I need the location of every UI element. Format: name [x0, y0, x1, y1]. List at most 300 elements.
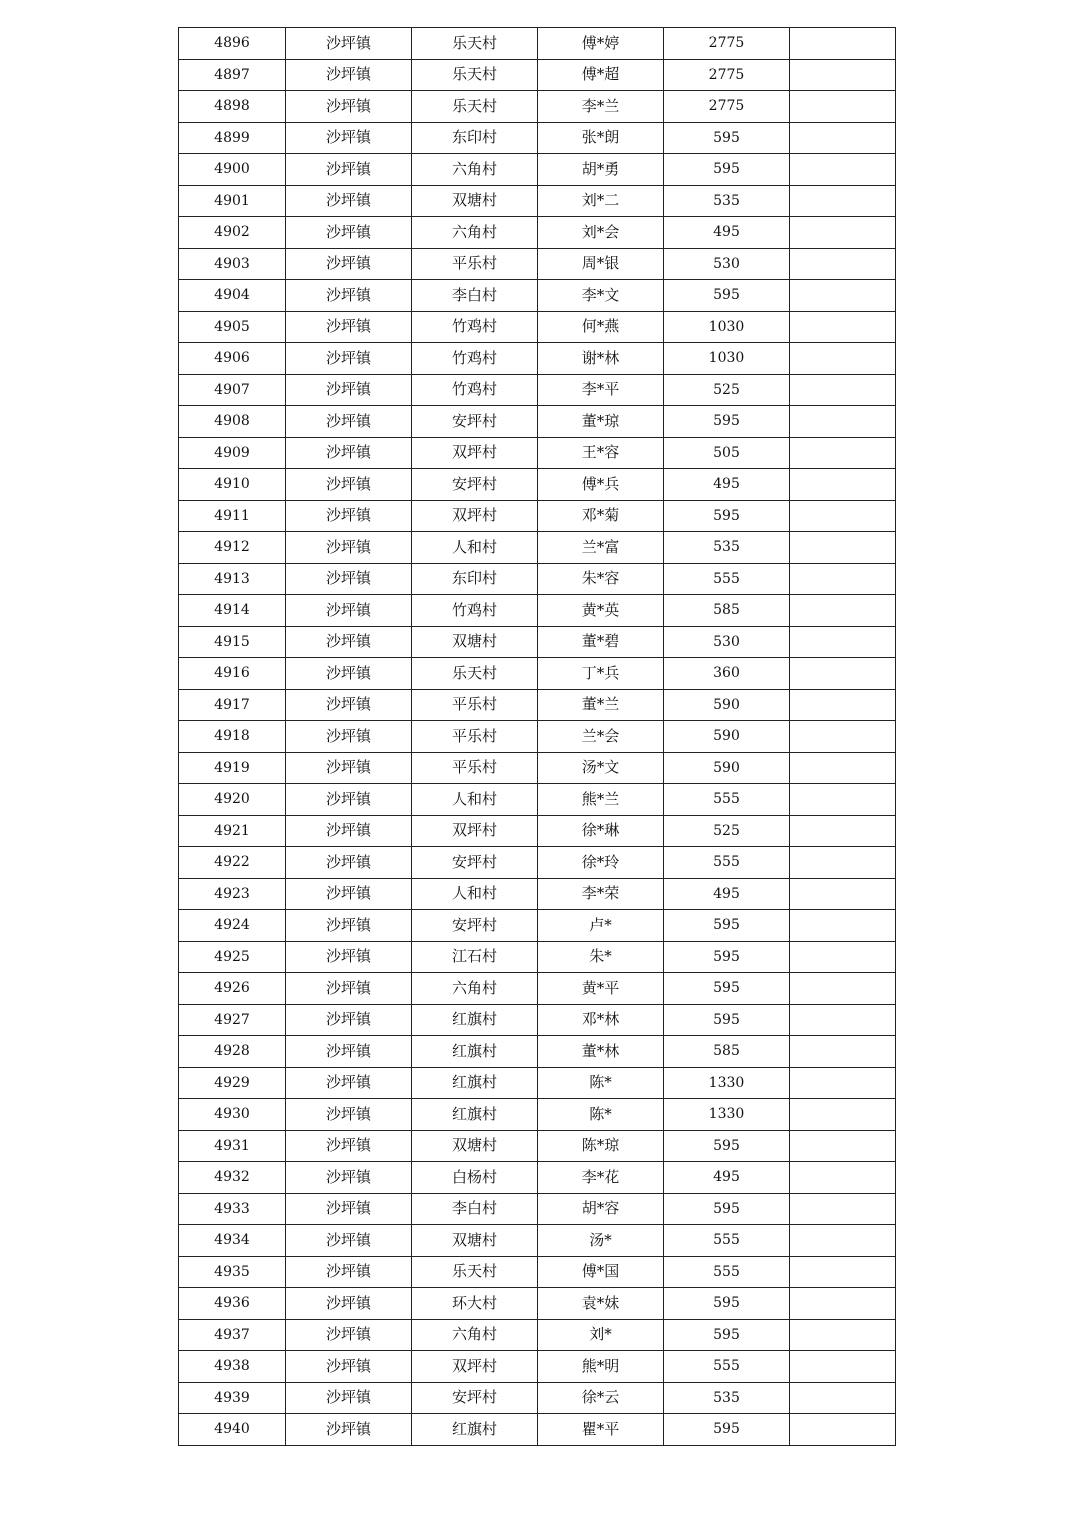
amount-cell: 555 [664, 784, 790, 816]
town-cell: 沙坪镇 [286, 500, 412, 532]
village-cell: 红旗村 [412, 1067, 538, 1099]
amount-cell: 595 [664, 500, 790, 532]
town-cell: 沙坪镇 [286, 122, 412, 154]
name-cell: 黄*英 [538, 595, 664, 627]
amount-cell: 595 [664, 1319, 790, 1351]
village-cell: 江石村 [412, 941, 538, 973]
remark-cell [790, 1319, 896, 1351]
name-cell: 黄*平 [538, 973, 664, 1005]
remark-cell [790, 1162, 896, 1194]
village-cell: 人和村 [412, 532, 538, 564]
table-row [179, 1067, 896, 1099]
town-cell: 沙坪镇 [286, 1130, 412, 1162]
remark-cell [790, 1351, 896, 1383]
serial-number-cell: 4903 [179, 248, 286, 280]
serial-number-cell: 4906 [179, 343, 286, 375]
remark-cell [790, 532, 896, 564]
table-row [179, 1288, 896, 1320]
remark-cell [790, 122, 896, 154]
serial-number-cell: 4938 [179, 1351, 286, 1383]
town-cell: 沙坪镇 [286, 878, 412, 910]
table-row [179, 1414, 896, 1446]
table-row [179, 437, 896, 469]
amount-cell: 530 [664, 248, 790, 280]
table-row [179, 1162, 896, 1194]
table-row [179, 1193, 896, 1225]
village-cell: 乐天村 [412, 59, 538, 91]
remark-cell [790, 280, 896, 312]
town-cell: 沙坪镇 [286, 1004, 412, 1036]
town-cell: 沙坪镇 [286, 437, 412, 469]
remark-cell [790, 217, 896, 249]
amount-cell: 595 [664, 941, 790, 973]
name-cell: 兰*富 [538, 532, 664, 564]
serial-number-cell: 4928 [179, 1036, 286, 1068]
serial-number-cell: 4919 [179, 752, 286, 784]
table-row [179, 91, 896, 123]
remark-cell [790, 500, 896, 532]
town-cell: 沙坪镇 [286, 59, 412, 91]
remark-cell [790, 1256, 896, 1288]
amount-cell: 595 [664, 910, 790, 942]
serial-number-cell: 4933 [179, 1193, 286, 1225]
amount-cell: 590 [664, 752, 790, 784]
village-cell: 竹鸡村 [412, 595, 538, 627]
serial-number-cell: 4927 [179, 1004, 286, 1036]
amount-cell: 555 [664, 847, 790, 879]
village-cell: 人和村 [412, 878, 538, 910]
amount-cell: 555 [664, 1256, 790, 1288]
serial-number-cell: 4920 [179, 784, 286, 816]
village-cell: 双塘村 [412, 1130, 538, 1162]
town-cell: 沙坪镇 [286, 343, 412, 375]
town-cell: 沙坪镇 [286, 973, 412, 1005]
table-row [179, 500, 896, 532]
serial-number-cell: 4907 [179, 374, 286, 406]
remark-cell [790, 847, 896, 879]
amount-cell: 2775 [664, 59, 790, 91]
serial-number-cell: 4925 [179, 941, 286, 973]
name-cell: 傅*兵 [538, 469, 664, 501]
village-cell: 乐天村 [412, 91, 538, 123]
village-cell: 环大村 [412, 1288, 538, 1320]
town-cell: 沙坪镇 [286, 1256, 412, 1288]
remark-cell [790, 1414, 896, 1446]
table-row [179, 217, 896, 249]
table-row [179, 563, 896, 595]
town-cell: 沙坪镇 [286, 469, 412, 501]
name-cell: 何*燕 [538, 311, 664, 343]
village-cell: 竹鸡村 [412, 374, 538, 406]
table-row [179, 343, 896, 375]
town-cell: 沙坪镇 [286, 185, 412, 217]
table-row [179, 910, 896, 942]
name-cell: 刘*会 [538, 217, 664, 249]
town-cell: 沙坪镇 [286, 1351, 412, 1383]
village-cell: 六角村 [412, 217, 538, 249]
remark-cell [790, 1130, 896, 1162]
amount-cell: 1030 [664, 311, 790, 343]
remark-cell [790, 311, 896, 343]
amount-cell: 595 [664, 1414, 790, 1446]
amount-cell: 1330 [664, 1067, 790, 1099]
amount-cell: 1030 [664, 343, 790, 375]
serial-number-cell: 4909 [179, 437, 286, 469]
amount-cell: 495 [664, 1162, 790, 1194]
serial-number-cell: 4940 [179, 1414, 286, 1446]
table-row [179, 122, 896, 154]
name-cell: 陈*琼 [538, 1130, 664, 1162]
amount-cell: 2775 [664, 91, 790, 123]
remark-cell [790, 248, 896, 280]
name-cell: 董*兰 [538, 689, 664, 721]
village-cell: 竹鸡村 [412, 311, 538, 343]
table-row [179, 1382, 896, 1414]
remark-cell [790, 154, 896, 186]
town-cell: 沙坪镇 [286, 1036, 412, 1068]
name-cell: 王*容 [538, 437, 664, 469]
serial-number-cell: 4922 [179, 847, 286, 879]
village-cell: 李白村 [412, 1193, 538, 1225]
town-cell: 沙坪镇 [286, 752, 412, 784]
town-cell: 沙坪镇 [286, 941, 412, 973]
village-cell: 平乐村 [412, 689, 538, 721]
name-cell: 董*碧 [538, 626, 664, 658]
name-cell: 兰*会 [538, 721, 664, 753]
name-cell: 李*兰 [538, 91, 664, 123]
table-row [179, 941, 896, 973]
town-cell: 沙坪镇 [286, 595, 412, 627]
name-cell: 朱*容 [538, 563, 664, 595]
name-cell: 李*荣 [538, 878, 664, 910]
remark-cell [790, 1288, 896, 1320]
remark-cell [790, 469, 896, 501]
serial-number-cell: 4932 [179, 1162, 286, 1194]
amount-cell: 590 [664, 689, 790, 721]
amount-cell: 595 [664, 973, 790, 1005]
name-cell: 邓*林 [538, 1004, 664, 1036]
remark-cell [790, 689, 896, 721]
table-row [179, 248, 896, 280]
serial-number-cell: 4916 [179, 658, 286, 690]
table-row [179, 721, 896, 753]
amount-cell: 495 [664, 217, 790, 249]
town-cell: 沙坪镇 [286, 1414, 412, 1446]
town-cell: 沙坪镇 [286, 784, 412, 816]
amount-cell: 555 [664, 563, 790, 595]
amount-cell: 535 [664, 532, 790, 564]
serial-number-cell: 4931 [179, 1130, 286, 1162]
table-row [179, 689, 896, 721]
table-row [179, 59, 896, 91]
table-row [179, 1004, 896, 1036]
name-cell: 熊*明 [538, 1351, 664, 1383]
village-cell: 双塘村 [412, 1225, 538, 1257]
amount-cell: 555 [664, 1225, 790, 1257]
table-row [179, 973, 896, 1005]
village-cell: 红旗村 [412, 1099, 538, 1131]
serial-number-cell: 4910 [179, 469, 286, 501]
table-row [179, 1225, 896, 1257]
amount-cell: 590 [664, 721, 790, 753]
town-cell: 沙坪镇 [286, 721, 412, 753]
serial-number-cell: 4912 [179, 532, 286, 564]
town-cell: 沙坪镇 [286, 28, 412, 60]
serial-number-cell: 4900 [179, 154, 286, 186]
name-cell: 李*花 [538, 1162, 664, 1194]
remark-cell [790, 437, 896, 469]
amount-cell: 360 [664, 658, 790, 690]
serial-number-cell: 4911 [179, 500, 286, 532]
town-cell: 沙坪镇 [286, 689, 412, 721]
name-cell: 卢* [538, 910, 664, 942]
serial-number-cell: 4929 [179, 1067, 286, 1099]
town-cell: 沙坪镇 [286, 406, 412, 438]
name-cell: 董*林 [538, 1036, 664, 1068]
village-cell: 安坪村 [412, 469, 538, 501]
amount-cell: 585 [664, 1036, 790, 1068]
village-cell: 竹鸡村 [412, 343, 538, 375]
serial-number-cell: 4918 [179, 721, 286, 753]
town-cell: 沙坪镇 [286, 374, 412, 406]
town-cell: 沙坪镇 [286, 217, 412, 249]
village-cell: 双坪村 [412, 437, 538, 469]
name-cell: 傅*国 [538, 1256, 664, 1288]
serial-number-cell: 4915 [179, 626, 286, 658]
remark-cell [790, 1036, 896, 1068]
table-row [179, 1319, 896, 1351]
table-row [179, 626, 896, 658]
name-cell: 袁*妹 [538, 1288, 664, 1320]
village-cell: 安坪村 [412, 910, 538, 942]
name-cell: 朱* [538, 941, 664, 973]
village-cell: 东印村 [412, 122, 538, 154]
village-cell: 六角村 [412, 973, 538, 1005]
name-cell: 汤*文 [538, 752, 664, 784]
serial-number-cell: 4923 [179, 878, 286, 910]
amount-cell: 505 [664, 437, 790, 469]
table-row [179, 185, 896, 217]
town-cell: 沙坪镇 [286, 1099, 412, 1131]
town-cell: 沙坪镇 [286, 280, 412, 312]
amount-cell: 495 [664, 878, 790, 910]
amount-cell: 585 [664, 595, 790, 627]
remark-cell [790, 752, 896, 784]
serial-number-cell: 4904 [179, 280, 286, 312]
name-cell: 胡*容 [538, 1193, 664, 1225]
town-cell: 沙坪镇 [286, 815, 412, 847]
table-row [179, 1036, 896, 1068]
table-row [179, 784, 896, 816]
amount-cell: 595 [664, 122, 790, 154]
name-cell: 董*琼 [538, 406, 664, 438]
remark-cell [790, 941, 896, 973]
village-cell: 平乐村 [412, 248, 538, 280]
village-cell: 乐天村 [412, 1256, 538, 1288]
village-cell: 平乐村 [412, 752, 538, 784]
serial-number-cell: 4935 [179, 1256, 286, 1288]
village-cell: 平乐村 [412, 721, 538, 753]
serial-number-cell: 4898 [179, 91, 286, 123]
town-cell: 沙坪镇 [286, 658, 412, 690]
remark-cell [790, 59, 896, 91]
name-cell: 陈* [538, 1099, 664, 1131]
town-cell: 沙坪镇 [286, 1382, 412, 1414]
table-row [179, 1130, 896, 1162]
amount-cell: 595 [664, 1288, 790, 1320]
serial-number-cell: 4901 [179, 185, 286, 217]
name-cell: 胡*勇 [538, 154, 664, 186]
serial-number-cell: 4905 [179, 311, 286, 343]
town-cell: 沙坪镇 [286, 91, 412, 123]
remark-cell [790, 406, 896, 438]
table-body [179, 28, 896, 1446]
name-cell: 刘*二 [538, 185, 664, 217]
table-row [179, 815, 896, 847]
village-cell: 红旗村 [412, 1036, 538, 1068]
amount-cell: 530 [664, 626, 790, 658]
village-cell: 安坪村 [412, 1382, 538, 1414]
table-row [179, 280, 896, 312]
name-cell: 傅*婷 [538, 28, 664, 60]
serial-number-cell: 4914 [179, 595, 286, 627]
table-row [179, 1351, 896, 1383]
table-row [179, 28, 896, 60]
serial-number-cell: 4934 [179, 1225, 286, 1257]
town-cell: 沙坪镇 [286, 563, 412, 595]
remark-cell [790, 973, 896, 1005]
village-cell: 六角村 [412, 1319, 538, 1351]
village-cell: 双塘村 [412, 185, 538, 217]
remark-cell [790, 1225, 896, 1257]
serial-number-cell: 4899 [179, 122, 286, 154]
serial-number-cell: 4937 [179, 1319, 286, 1351]
name-cell: 丁*兵 [538, 658, 664, 690]
amount-cell: 595 [664, 280, 790, 312]
amount-cell: 525 [664, 815, 790, 847]
town-cell: 沙坪镇 [286, 1162, 412, 1194]
table-row [179, 847, 896, 879]
table-row [179, 1099, 896, 1131]
amount-cell: 595 [664, 1004, 790, 1036]
village-cell: 李白村 [412, 280, 538, 312]
name-cell: 张*朗 [538, 122, 664, 154]
remark-cell [790, 784, 896, 816]
table-row [179, 154, 896, 186]
town-cell: 沙坪镇 [286, 847, 412, 879]
town-cell: 沙坪镇 [286, 1225, 412, 1257]
village-cell: 双坪村 [412, 1351, 538, 1383]
town-cell: 沙坪镇 [286, 532, 412, 564]
village-cell: 人和村 [412, 784, 538, 816]
serial-number-cell: 4936 [179, 1288, 286, 1320]
remark-cell [790, 91, 896, 123]
name-cell: 徐*琳 [538, 815, 664, 847]
amount-cell: 1330 [664, 1099, 790, 1131]
table-row [179, 469, 896, 501]
name-cell: 徐*云 [538, 1382, 664, 1414]
town-cell: 沙坪镇 [286, 626, 412, 658]
amount-cell: 555 [664, 1351, 790, 1383]
serial-number-cell: 4897 [179, 59, 286, 91]
amount-cell: 595 [664, 1130, 790, 1162]
remark-cell [790, 28, 896, 60]
remark-cell [790, 343, 896, 375]
town-cell: 沙坪镇 [286, 1288, 412, 1320]
town-cell: 沙坪镇 [286, 1067, 412, 1099]
remark-cell [790, 658, 896, 690]
remark-cell [790, 721, 896, 753]
amount-cell: 2775 [664, 28, 790, 60]
table-row [179, 595, 896, 627]
table-row [179, 752, 896, 784]
name-cell: 李*平 [538, 374, 664, 406]
town-cell: 沙坪镇 [286, 311, 412, 343]
table-row [179, 532, 896, 564]
name-cell: 李*文 [538, 280, 664, 312]
table-row [179, 1256, 896, 1288]
town-cell: 沙坪镇 [286, 1319, 412, 1351]
village-cell: 双坪村 [412, 815, 538, 847]
name-cell: 周*银 [538, 248, 664, 280]
name-cell: 汤* [538, 1225, 664, 1257]
name-cell: 谢*林 [538, 343, 664, 375]
amount-cell: 495 [664, 469, 790, 501]
village-cell: 乐天村 [412, 658, 538, 690]
name-cell: 傅*超 [538, 59, 664, 91]
serial-number-cell: 4939 [179, 1382, 286, 1414]
serial-number-cell: 4896 [179, 28, 286, 60]
remark-cell [790, 185, 896, 217]
remark-cell [790, 910, 896, 942]
village-cell: 双坪村 [412, 500, 538, 532]
data-table [178, 27, 896, 1446]
village-cell: 乐天村 [412, 28, 538, 60]
amount-cell: 535 [664, 185, 790, 217]
name-cell: 徐*玲 [538, 847, 664, 879]
village-cell: 白杨村 [412, 1162, 538, 1194]
amount-cell: 595 [664, 406, 790, 438]
name-cell: 瞿*平 [538, 1414, 664, 1446]
village-cell: 红旗村 [412, 1414, 538, 1446]
amount-cell: 595 [664, 154, 790, 186]
remark-cell [790, 1382, 896, 1414]
village-cell: 六角村 [412, 154, 538, 186]
serial-number-cell: 4926 [179, 973, 286, 1005]
amount-cell: 525 [664, 374, 790, 406]
village-cell: 双塘村 [412, 626, 538, 658]
serial-number-cell: 4902 [179, 217, 286, 249]
town-cell: 沙坪镇 [286, 910, 412, 942]
village-cell: 安坪村 [412, 406, 538, 438]
remark-cell [790, 815, 896, 847]
village-cell: 安坪村 [412, 847, 538, 879]
amount-cell: 595 [664, 1193, 790, 1225]
remark-cell [790, 563, 896, 595]
town-cell: 沙坪镇 [286, 1193, 412, 1225]
name-cell: 刘* [538, 1319, 664, 1351]
remark-cell [790, 878, 896, 910]
amount-cell: 535 [664, 1382, 790, 1414]
table-row [179, 311, 896, 343]
remark-cell [790, 1067, 896, 1099]
serial-number-cell: 4913 [179, 563, 286, 595]
remark-cell [790, 374, 896, 406]
table-row [179, 878, 896, 910]
name-cell: 陈* [538, 1067, 664, 1099]
serial-number-cell: 4921 [179, 815, 286, 847]
table-row [179, 406, 896, 438]
